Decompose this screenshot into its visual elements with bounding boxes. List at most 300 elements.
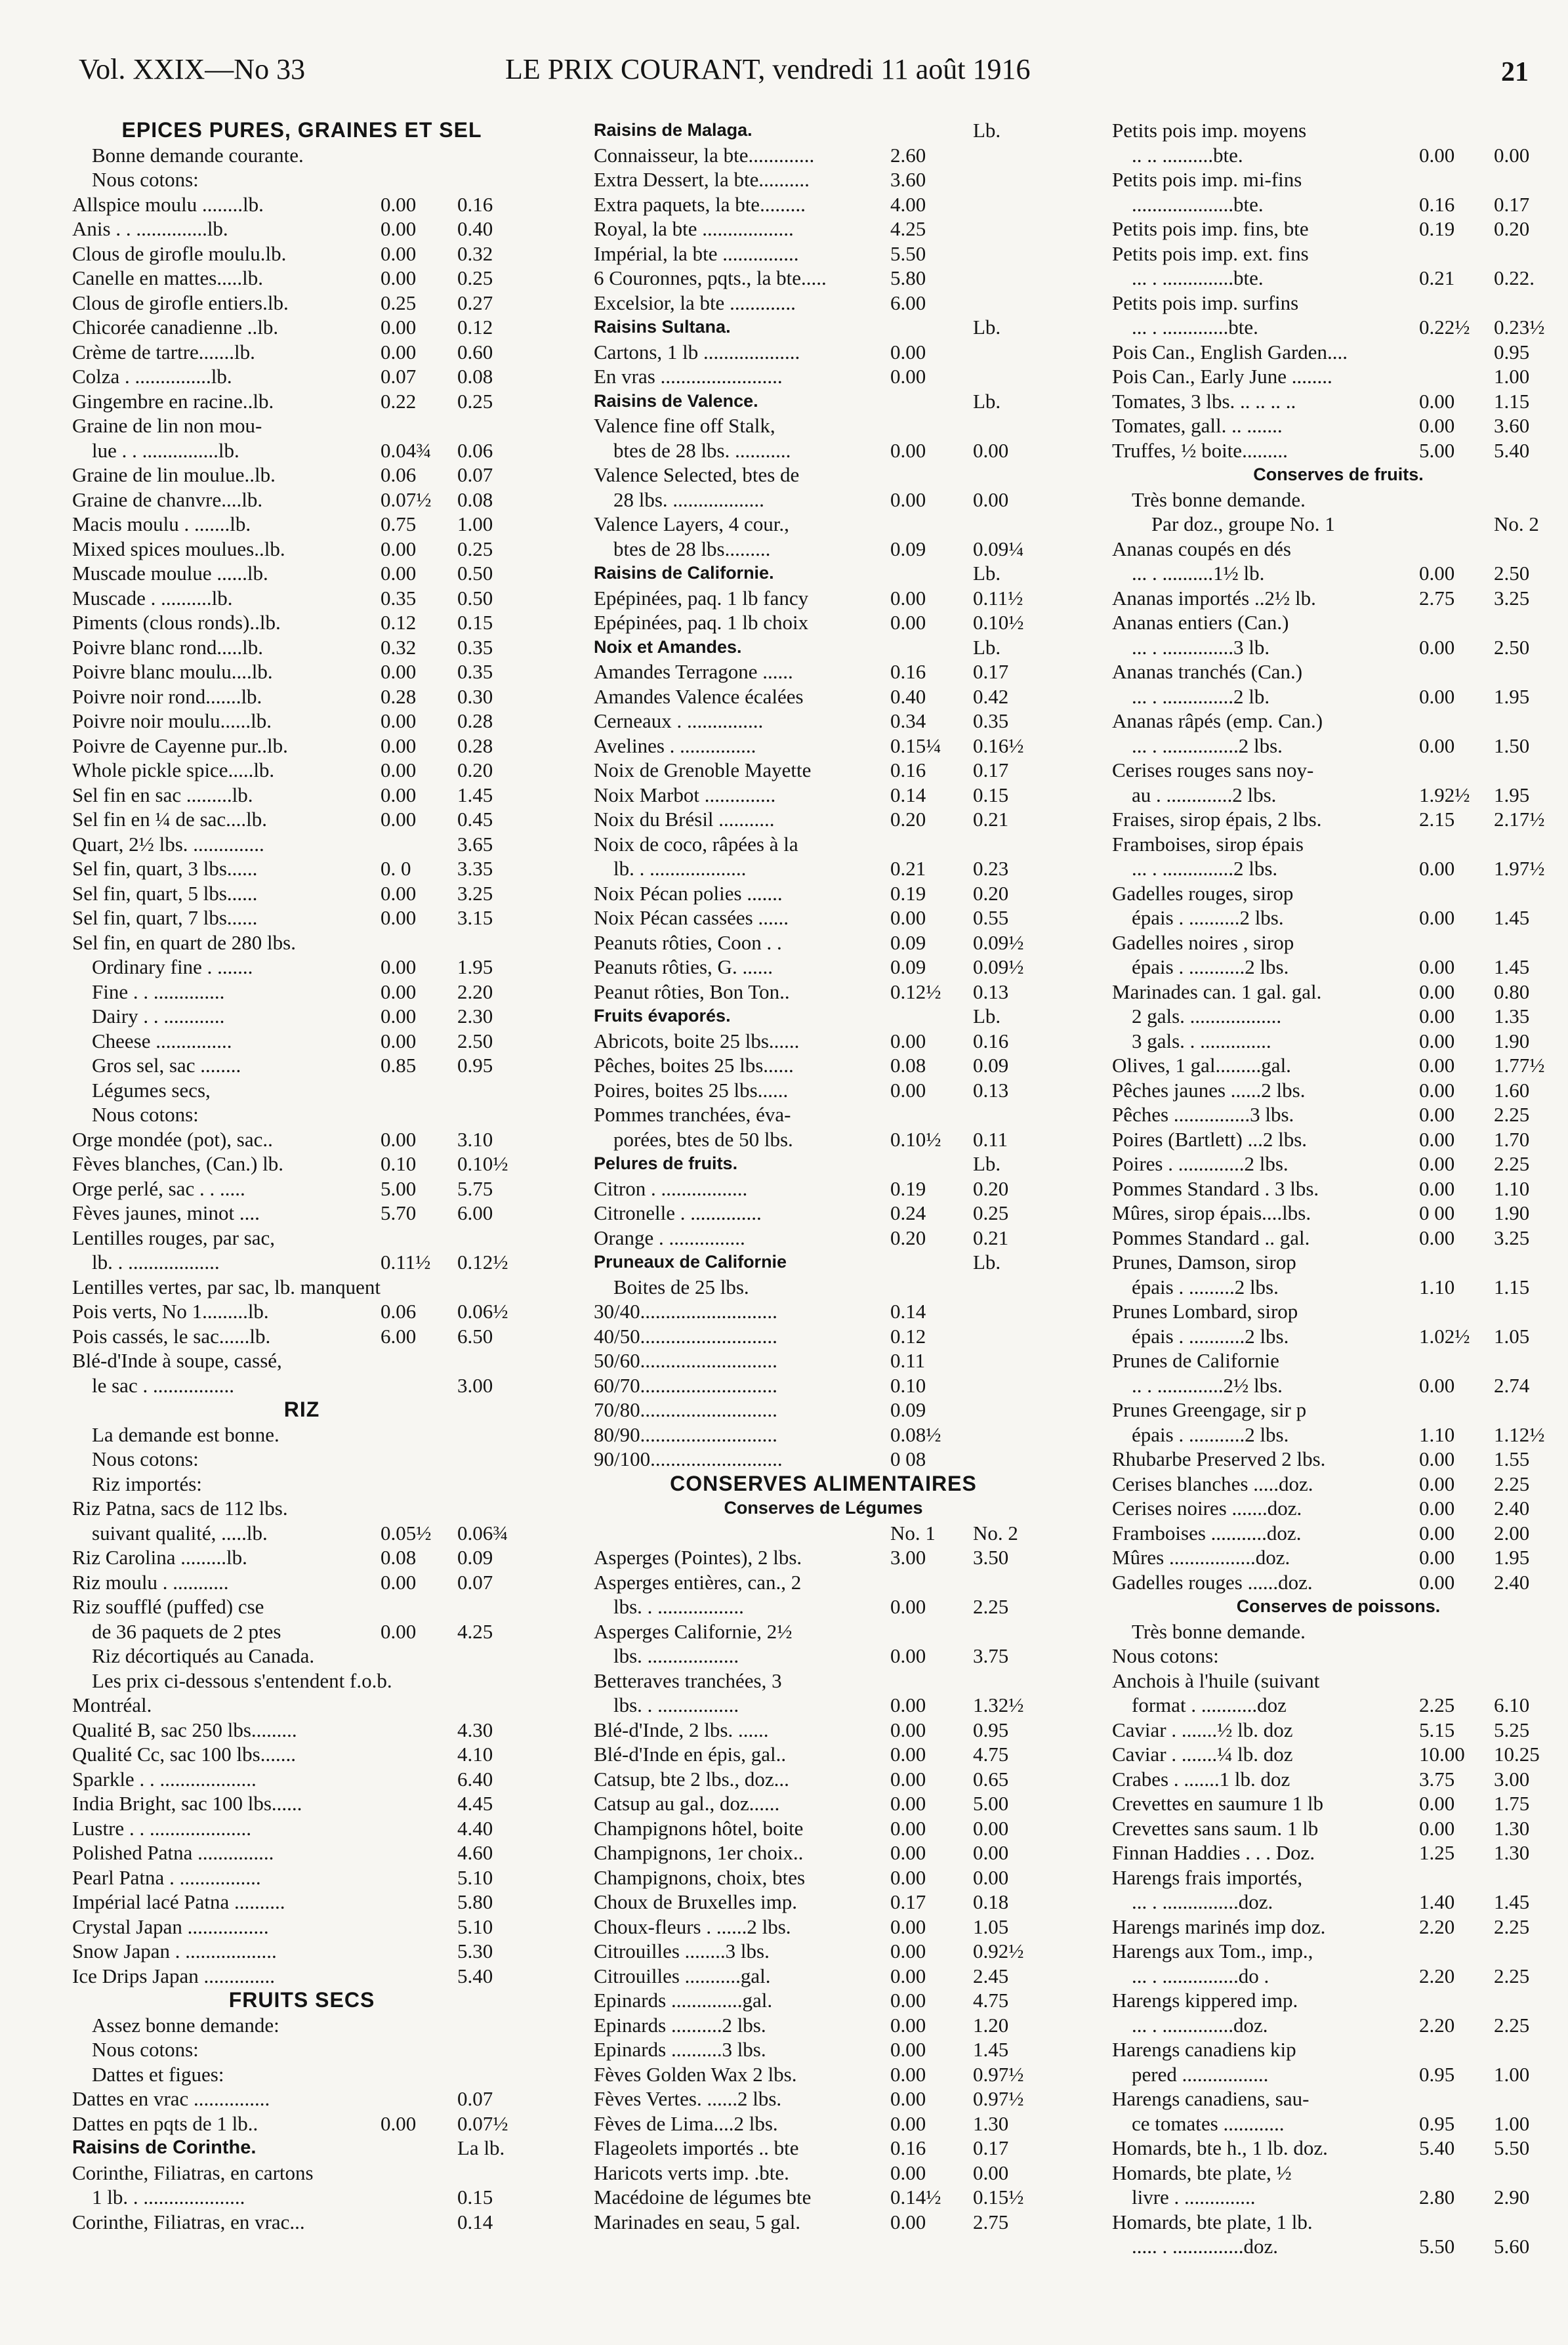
price-low: 0.00 [1419,734,1455,757]
price-low: 0.25 [381,291,417,314]
price-high: 5.00 [973,1792,1009,1815]
price-high: 6.40 [457,1767,493,1791]
price-row [1112,1078,1565,1103]
item-label: Corinthe, Filiatras, en vrac... [72,2210,305,2233]
price-row [594,2062,1053,2087]
price-high: 2.50 [1494,562,1530,585]
item-label: Harengs marinés imp doz. [1112,1915,1326,1938]
price-high: Lb. [973,562,1001,585]
price-high: 3.25 [1494,1226,1530,1249]
price-row [594,340,1053,365]
section-heading [72,1398,531,1422]
item-label: Amandes Terragone ...... [594,660,793,683]
price-row [594,1791,1053,1816]
price-high: 0.17 [1494,192,1530,216]
price-low: 3.00 [890,1546,926,1569]
item-label: Ordinary fine . ....... [92,955,253,978]
price-row [72,364,531,389]
price-low: 0.14 [890,783,926,806]
price-low: 0.00 [381,1029,417,1052]
price-high: 2.90 [1494,2186,1530,2209]
price-row [72,684,531,709]
price-high: 0.35 [457,660,493,683]
item-label: Noix de Grenoble Mayette [594,758,812,781]
price-row [1112,192,1565,217]
item-label: Epinards ..........3 lbs. [594,2038,766,2061]
item-label: Impérial lacé Patna .......... [72,1890,285,1913]
price-row [1112,659,1565,684]
price-high: 1.30 [1494,1841,1530,1864]
item-label: Blé-d'Inde, 2 lbs. ...... [594,1718,769,1741]
price-high: 3.00 [457,1373,493,1397]
price-high: 0.07 [457,463,493,486]
price-high: 0.50 [457,586,493,610]
price-low: 0.12½ [890,980,941,1003]
price-low: 0.00 [381,709,417,732]
item-label: Epinards ..............gal. [594,1989,773,2012]
price-row [72,758,531,783]
price-row [1112,291,1565,316]
item-label: ... . ..............2 lb. [1132,684,1270,708]
item-label: Citron . ................. [594,1176,748,1200]
item-label: Pommes tranchées, éva- [594,1103,791,1126]
price-row [72,1915,531,1940]
price-high: 0.25 [457,266,493,289]
price-row [594,167,1053,192]
price-low: 0.00 [1419,1816,1455,1840]
price-high: 0.00 [973,438,1009,462]
item-label: Prunes Lombard, sirop [1112,1300,1298,1323]
price-high: 0.95 [457,1054,493,1077]
item-label: Crème de tartre.......lb. [72,340,255,363]
price-row [72,905,531,930]
price-low: 0.21 [890,857,926,880]
price-high: 4.75 [973,1989,1009,2012]
price-low: 4.25 [890,217,926,240]
item-label: épais . ...........2 lbs. [1132,1422,1289,1446]
item-label: lbs. . ................ [613,1693,739,1716]
price-high: 5.40 [457,1964,493,1987]
price-high: 4.45 [457,1792,493,1815]
item-label: 60/70........................... [594,1373,777,1397]
price-row [72,1840,531,1865]
item-label: Asperges Californie, 2½ [594,1619,793,1643]
price-high: 3.50 [973,1546,1009,1569]
price-row [72,1422,531,1447]
price-high: 6.10 [1494,1693,1530,1716]
item-label: Prunes Greengage, sir p [1112,1398,1307,1421]
price-row [72,1127,531,1152]
item-label: ... . ..........1½ lb. [1132,562,1265,585]
price-row [72,1004,531,1029]
price-low: 2.75 [1419,586,1455,610]
price-row [1112,2136,1565,2161]
item-label: 70/80........................... [594,1398,777,1421]
price-low: 0.00 [1419,1152,1455,1175]
item-label: Poivre noir rond.......lb. [72,684,262,708]
price-low: 0.00 [381,192,417,216]
price-low: 0.00 [1419,1078,1455,1102]
price-low: 3.75 [1419,1767,1455,1791]
price-row [72,2161,531,2186]
price-low: 0.08½ [890,1422,941,1446]
price-row [72,1644,531,1669]
price-row [594,143,1053,168]
price-low: 0.00 [1419,1029,1455,1052]
price-row [594,610,1053,635]
price-high: No. 2 [1494,512,1539,535]
item-label: ... . ..............doz. [1132,2013,1268,2037]
price-low: 0.00 [1419,1103,1455,1126]
price-low: 0.00 [381,758,417,781]
item-label: Conserves de fruits. [1253,465,1424,484]
item-label: Orange . ............... [594,1226,745,1249]
price-high: 1.97½ [1494,857,1545,880]
item-label: lbs. . ................. [613,1595,744,1618]
price-high: 4.75 [973,1743,1009,1766]
column-1 [72,118,531,2234]
price-row [72,1816,531,1841]
item-label: .. .. ..........bte. [1132,143,1243,167]
price-low: 0.22 [381,389,417,413]
price-row [1112,2210,1565,2235]
price-row [1112,1324,1565,1349]
price-low: 0.00 [1419,1497,1455,1520]
price-low: 1.10 [1419,1422,1455,1446]
price-row [72,659,531,684]
item-label: Raisins de Valence. [594,390,758,411]
price-row [1112,2037,1565,2062]
section-heading [594,1472,1053,1497]
price-high: 0.16½ [973,734,1024,757]
price-low: 2.20 [1419,2013,1455,2037]
item-label: Anis . . ..............lb. [72,217,228,240]
item-label: Les prix ci-dessous s'entendent f.o.b. [92,1669,392,1692]
price-low: No. 1 [890,1521,936,1545]
newspaper-title: LE PRIX COURANT, vendredi 11 août 1916 [505,53,1031,85]
price-high: 1.30 [973,2111,1009,2135]
price-low: 0.00 [890,340,926,363]
price-low: 0.00 [1419,143,1455,167]
price-high: 2.20 [457,980,493,1003]
price-row [1112,241,1565,266]
subsection-heading [594,635,1053,660]
item-label: Ananas tranchés (Can.) [1112,660,1303,683]
item-label: Orge perlé, sac . . ..... [72,1176,245,1200]
subsection-heading [594,1004,1053,1029]
price-row [72,389,531,414]
price-low: 0.22½ [1419,316,1470,339]
price-high: 3.60 [1494,414,1530,437]
item-label: 1 lb. . .................... [92,2186,245,2209]
price-high: 0.92½ [973,1940,1024,1962]
price-low: 0.95 [1419,2111,1455,2135]
price-high: 5.80 [457,1890,493,1913]
price-high: 0.11½ [973,586,1023,610]
price-row [1112,1840,1565,1865]
price-high: 5.75 [457,1176,493,1200]
item-label: Noix de coco, râpées à la [594,832,798,856]
price-low: 0.00 [890,2062,926,2086]
price-high: 3.35 [457,857,493,880]
price-high: 6.00 [457,1201,493,1224]
item-label: Impérial, la bte ............... [594,241,799,265]
price-row [594,659,1053,684]
price-row [72,1078,531,1103]
item-label: Fèves Vertes. ......2 lbs. [594,2087,782,2110]
price-high: 0.20 [457,758,493,781]
item-label: Harengs canadiens kip [1112,2038,1296,2061]
price-row [1112,1275,1565,1300]
price-high: 0.60 [457,340,493,363]
item-label: Prunes de Californie [1112,1349,1279,1372]
price-low: 0.00 [890,1940,926,1962]
item-label: Sel fin, quart, 7 lbs...... [72,906,258,929]
price-row [594,241,1053,266]
price-high: 0.21 [973,1226,1009,1249]
item-label: Snow Japan . .................. [72,1940,277,1962]
price-high: 0.07 [457,1570,493,1594]
price-high: 3.15 [457,906,493,929]
item-label: 90/100.......................... [594,1447,783,1470]
volume-number: Vol. XXIX—No 33 [79,53,306,85]
price-row [1112,955,1565,980]
price-low: 1.10 [1419,1275,1455,1298]
price-row [72,1250,531,1275]
item-label: Cheese ............... [92,1029,232,1052]
price-high: 0.15½ [973,2186,1024,2209]
price-high: 2.40 [1494,1497,1530,1520]
price-high: 2.40 [1494,1570,1530,1594]
item-label: Caviar . .......½ lb. doz [1112,1718,1293,1741]
price-low: 0.19 [890,881,926,905]
item-label: au . .............2 lbs. [1132,783,1277,806]
item-label: Prunes, Damson, sirop [1112,1251,1296,1274]
price-low: 0.04¾ [381,438,432,462]
price-low: 0.00 [890,1743,926,1766]
item-label: Nous cotons: [92,1103,199,1126]
price-high: 2.25 [1494,1152,1530,1175]
price-row [594,1594,1053,1619]
price-row [1112,1521,1565,1546]
item-label: Epépinées, paq. 1 lb fancy [594,586,809,610]
price-row [594,537,1053,562]
price-high: 0.18 [973,1890,1009,1913]
price-row [594,2111,1053,2136]
price-low: 0.00 [890,1792,926,1815]
price-row [72,1521,531,1546]
item-label: .. . .............2½ lbs. [1132,1373,1283,1397]
price-high: 0.95 [1494,340,1530,363]
item-label: 30/40........................... [594,1300,777,1323]
price-row [72,1545,531,1570]
item-label: Champignons, choix, btes [594,1865,806,1889]
price-low: 4.00 [890,192,926,216]
price-row [1112,1791,1565,1816]
price-row [72,1767,531,1792]
price-high: 2.17½ [1494,808,1545,831]
price-row [72,2037,531,2062]
price-row [72,143,531,168]
price-row [594,1398,1053,1422]
price-row [1112,1422,1565,1447]
item-label: Ananas coupés en dés [1112,537,1291,560]
item-label: RIZ [283,1398,320,1421]
price-row [594,291,1053,316]
price-row [72,1053,531,1078]
item-label: btes de 28 lbs......... [613,537,771,560]
price-row [72,2210,531,2235]
item-label: Allspice moulu ........lb. [72,192,264,216]
price-low: 0.08 [890,1054,926,1077]
item-label: format . ...........doz [1132,1693,1287,1716]
price-low: 0.00 [381,783,417,806]
price-low: 0.00 [890,2161,926,2184]
price-row [594,1029,1053,1054]
price-row [1112,1669,1565,1693]
price-row [1112,1915,1565,1940]
price-row [72,2111,531,2136]
price-row [72,1324,531,1349]
item-label: Marinades can. 1 gal. gal. [1112,980,1322,1003]
price-row [1112,561,1565,586]
item-label: Choux de Bruxelles imp. [594,1890,797,1913]
subsection-heading [594,315,1053,340]
price-row [1112,610,1565,635]
price-row [1112,2161,1565,2186]
item-label: Fèves Golden Wax 2 lbs. [594,2062,797,2086]
item-label: Avelines . ............... [594,734,756,757]
item-label: Gingembre en racine..lb. [72,389,274,413]
price-low: 0.00 [890,1718,926,1741]
price-low: 0.24 [890,1201,926,1224]
price-row [594,1644,1053,1669]
item-label: Conserves de poissons. [1236,1596,1441,1616]
price-row [594,955,1053,980]
price-low: 0.00 [381,562,417,585]
price-low: 0.07 [381,365,417,388]
price-low: 0.00 [890,1595,926,1618]
price-high: 5.10 [457,1915,493,1938]
price-low: 0.00 [890,586,926,610]
price-row [594,1840,1053,1865]
price-row [1112,1644,1565,1669]
section-heading [72,1988,531,2013]
item-label: Fraises, sirop épais, 2 lbs. [1112,808,1322,831]
price-row [1112,1816,1565,1841]
price-low: 0.00 [890,1693,926,1716]
price-row [72,1373,531,1398]
price-high: 0.40 [457,217,493,240]
price-high: 2.75 [973,2210,1009,2233]
item-label: ....................bte. [1132,192,1264,216]
price-row [1112,930,1565,955]
price-high: 0.55 [973,906,1009,929]
price-low: 0.00 [1419,1176,1455,1200]
price-low: 0.00 [1419,414,1455,437]
item-label: En vras ........................ [594,365,783,388]
price-low: 0.14 [890,1300,926,1323]
price-row [594,734,1053,758]
price-low: 0.00 [381,1005,417,1027]
price-row [594,488,1053,512]
item-label: Crabes . .......1 lb. doz [1112,1767,1290,1791]
price-row [72,2185,531,2210]
price-high: Lb. [973,1152,1001,1175]
item-label: Légumes secs, [92,1078,211,1102]
price-high: 1.70 [1494,1127,1530,1151]
item-label: Peanut rôties, Bon Ton.. [594,980,790,1003]
price-high: 1.60 [1494,1078,1530,1102]
price-row [594,2185,1053,2210]
price-low: 0.00 [890,1078,926,1102]
item-label: Asperges entières, can., 2 [594,1570,802,1594]
price-low: 0.00 [890,438,926,462]
price-high: 0.09 [973,1054,1009,1077]
item-label: Chicorée canadienne ..lb. [72,316,279,339]
subsection-heading [594,1496,1053,1521]
price-high: 3.25 [1494,586,1530,610]
price-low: 0.00 [1419,1005,1455,1027]
price-high: 1.15 [1494,1275,1530,1298]
price-high: 0.23½ [1494,316,1545,339]
price-row [594,1078,1053,1103]
item-label: 40/50........................... [594,1324,777,1348]
price-row [1112,1472,1565,1497]
price-row [72,1619,531,1644]
item-label: porées, btes de 50 lbs. [613,1127,793,1151]
price-low: 0.00 [1419,906,1455,929]
price-low: 1.02½ [1419,1324,1470,1348]
item-label: Cerises blanches .....doz. [1112,1472,1313,1495]
price-high: 0.06½ [457,1300,508,1323]
subsection-heading [1112,463,1565,488]
item-label: Crevettes en saumure 1 lb [1112,1792,1323,1815]
price-row [72,955,531,980]
item-label: ... . ...............2 lbs. [1132,734,1283,757]
item-label: Noix Marbot .............. [594,783,776,806]
price-row [1112,807,1565,832]
price-row [1112,734,1565,758]
price-row [72,832,531,857]
price-low: 0.00 [381,217,417,240]
price-high: 2.25 [973,1595,1009,1618]
item-label: Fèves blanches, (Can.) lb. [72,1152,283,1175]
item-label: Rhubarbe Preserved 2 lbs. [1112,1447,1326,1470]
price-row [594,684,1053,709]
price-low: 0.28 [381,684,417,708]
item-label: Clous de girofle entiers.lb. [72,291,289,314]
item-label: Pêches, boites 25 lbs...... [594,1054,794,1077]
price-low: 0.00 [890,1964,926,1987]
price-high: 1.05 [973,1915,1009,1938]
price-low: 0.00 [381,241,417,265]
price-row [1112,1348,1565,1373]
subsection-heading [594,1250,1053,1275]
price-low: 0.00 [890,2013,926,2037]
price-low: 0.00 [890,1029,926,1052]
price-low: 0.00 [1419,1226,1455,1249]
price-low: 5.70 [381,1201,417,1224]
price-low: 0.20 [890,808,926,831]
item-label: Petits pois imp. mi-fins [1112,168,1302,191]
item-label: 6 Couronnes, pqts., la bte..... [594,266,827,289]
column-3 [1112,118,1565,2259]
subsection-heading [72,2136,531,2161]
price-high: 0.25 [457,537,493,560]
price-high: 1.45 [1494,955,1530,978]
price-row [594,1865,1053,1890]
